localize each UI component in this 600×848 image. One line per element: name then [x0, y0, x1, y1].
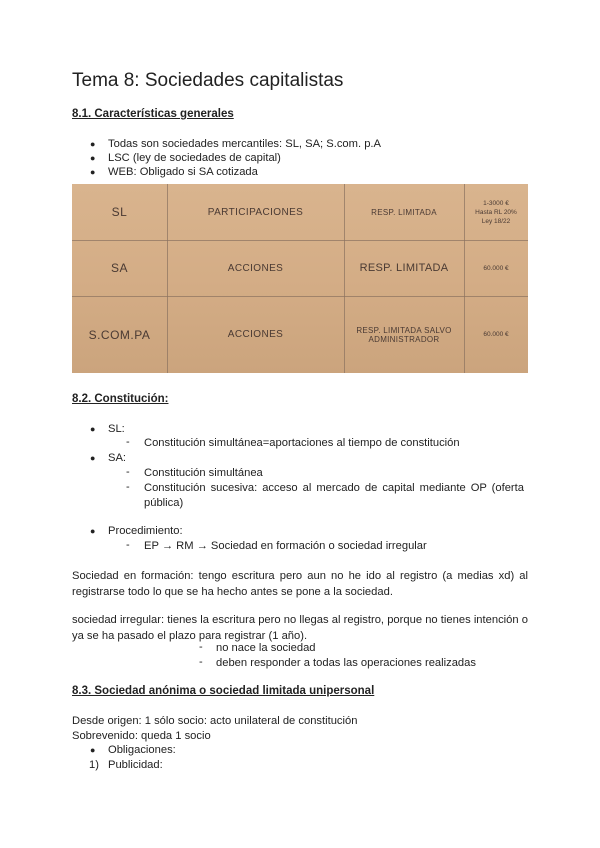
- company-types-table-image: [72, 184, 528, 373]
- dash-icon: -: [126, 481, 130, 493]
- dash-icon: -: [126, 436, 130, 448]
- table-cell-capital: 60.000 €: [483, 264, 509, 272]
- sub-list-item: Constitución simultánea=aportaciones al tiempo de constitución: [144, 437, 460, 449]
- text-line: Desde origen: 1 sólo socio: acto unilateral de constitución: [72, 715, 358, 727]
- sub-list-item: no nace la sociedad: [216, 642, 316, 654]
- text-line: Sobrevenido: queda 1 socio: [72, 730, 211, 742]
- paragraph-formacion: Sociedad en formación: tengo escritura pero aun no he ido al registro (a medias xd) al registrarse todo lo que se ha hecho antes se pone a la sociedad.: [72, 570, 528, 598]
- sub-list-item: deben responder a todas las operaciones realizadas: [216, 657, 476, 669]
- dash-icon: -: [126, 466, 130, 478]
- bullet-icon: ●: [90, 167, 96, 177]
- table-cell-type: S.COM.PA: [88, 327, 151, 342]
- bullet-icon: ●: [90, 424, 96, 434]
- sub-list-item: Constitución sucesiva: acceso al mercado de capital mediante OP (oferta pública): [144, 482, 524, 509]
- sub-list-item: EP → RM → Sociedad en formación o sociedad irregular: [144, 540, 427, 552]
- list-item: Procedimiento:: [108, 525, 183, 537]
- numbered-item: Publicidad:: [108, 759, 163, 771]
- dash-icon: -: [126, 539, 130, 551]
- list-item: Todas son sociedades mercantiles: SL, SA; S.com. p.A: [108, 138, 381, 150]
- sub-list-item: Constitución simultánea: [144, 467, 263, 479]
- bullet-icon: ●: [90, 526, 96, 536]
- list-item: Obligaciones:: [108, 744, 176, 756]
- table-cell-shares: PARTICIPACIONES: [207, 206, 304, 218]
- bullet-icon: ●: [90, 745, 96, 755]
- dash-icon: -: [199, 656, 203, 668]
- list-item: SL:: [108, 423, 125, 435]
- table-cell-liability: RESP. LIMITADA SALVO ADMINISTRADOR: [356, 325, 452, 344]
- list-item: WEB: Obligado si SA cotizada: [108, 166, 258, 178]
- section-heading-8-3: 8.3. Sociedad anónima o sociedad limitada unipersonal: [72, 685, 375, 697]
- table-cell-capital: 1-3000 € Hasta RL 20% Ley 18/22: [475, 199, 517, 225]
- section-heading-8-2: 8.2. Constitución:: [72, 393, 169, 405]
- table-cell-liability: RESP. LIMITADA: [359, 262, 449, 274]
- table-cell-liability: RESP. LIMITADA: [371, 207, 437, 217]
- paragraph-irregular: sociedad irregular: tienes la escritura pero no llegas al registro, porque no tienes intención o ya se ha pasado el plazo para registrar (1 año).: [72, 614, 528, 642]
- table-cell-capital: 60.000 €: [483, 331, 509, 338]
- table-cell-type: SA: [110, 261, 128, 275]
- page-title: Tema 8: Sociedades capitalistas: [72, 70, 344, 91]
- bullet-icon: ●: [90, 139, 96, 149]
- list-item: LSC (ley de sociedades de capital): [108, 152, 281, 164]
- table-cell-shares: ACCIONES: [227, 262, 284, 274]
- bullet-icon: ●: [90, 153, 96, 163]
- list-item: SA:: [108, 452, 127, 464]
- dash-icon: -: [199, 641, 203, 653]
- list-number: 1): [89, 759, 99, 771]
- table-cell-type: SL: [111, 205, 128, 219]
- table-cell-shares: ACCIONES: [227, 329, 284, 340]
- section-heading-8-1: 8.1. Características generales: [72, 108, 234, 120]
- bullet-icon: ●: [90, 453, 96, 463]
